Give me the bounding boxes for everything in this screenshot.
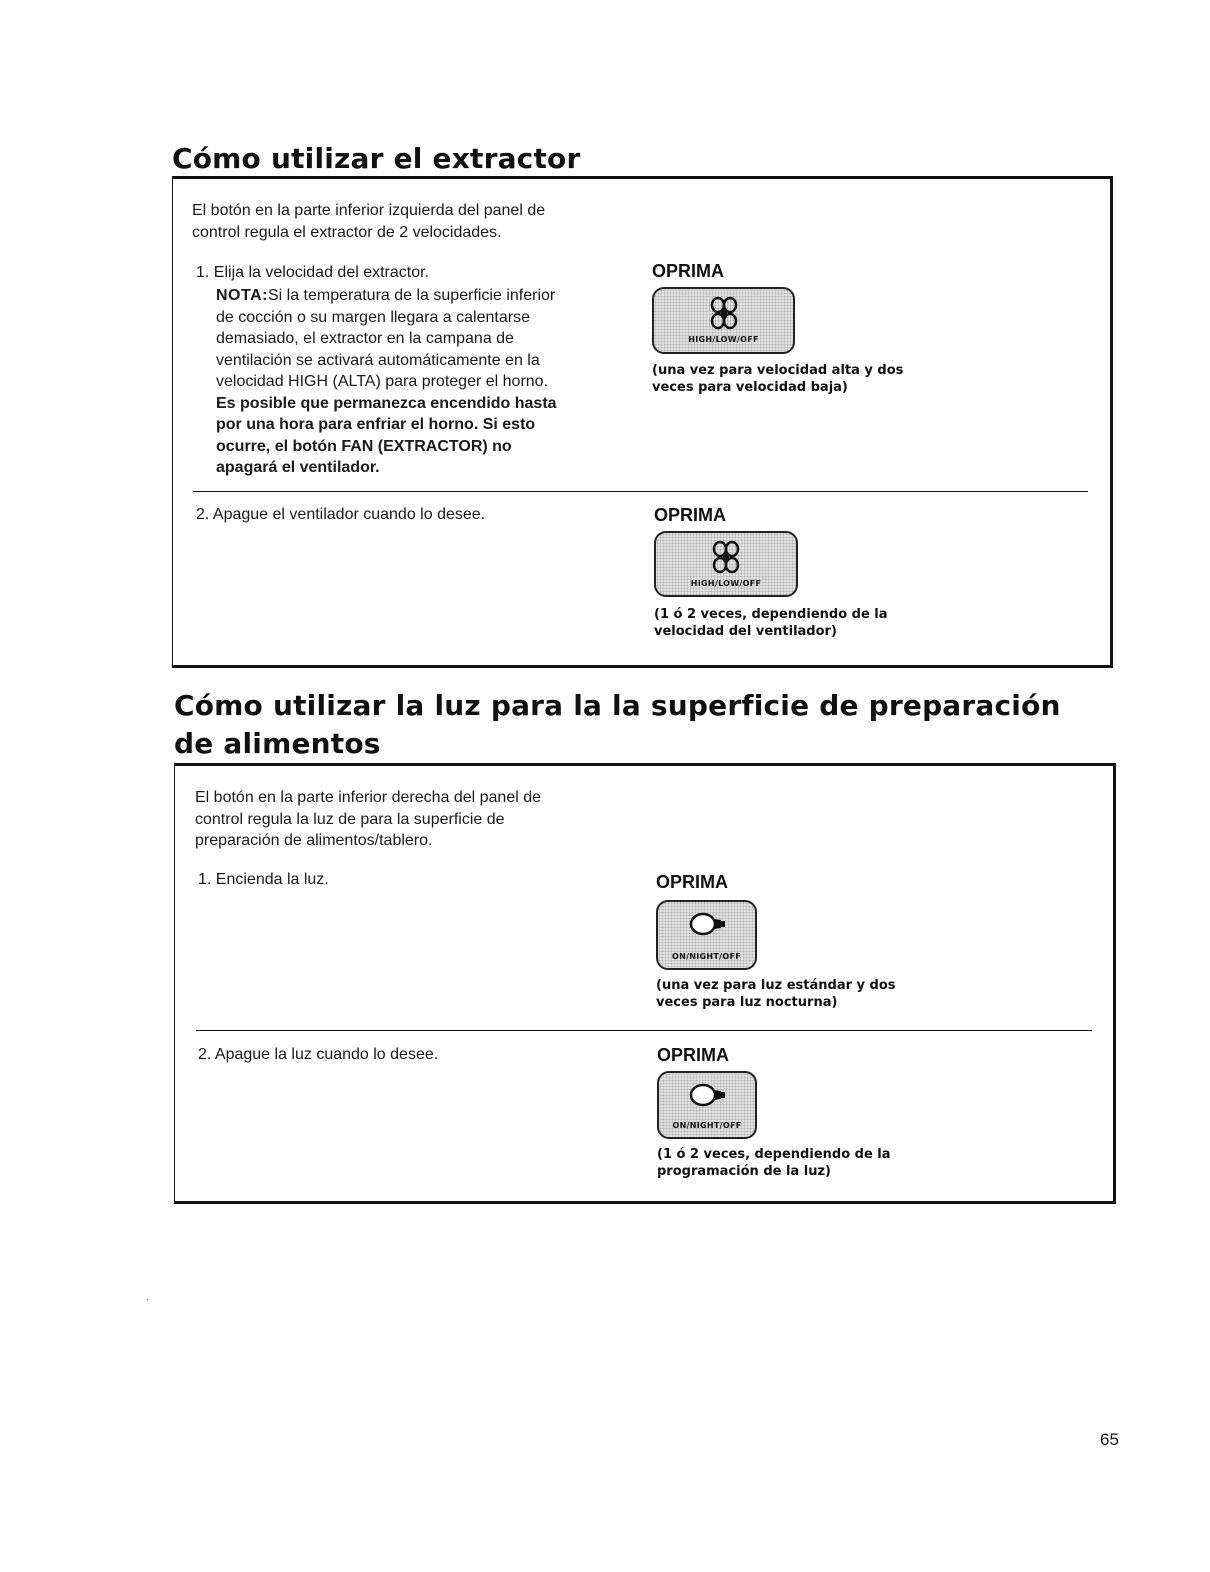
fan-high-low-off-button[interactable] xyxy=(654,531,798,597)
light-step-2: 2. Apague la luz cuando lo desee. xyxy=(198,1046,439,1063)
extractor-intro: El botón en la parte inferior izquierda del panel de control regula el extractor de 2 velocidades. xyxy=(192,202,546,241)
fan-icon xyxy=(708,539,744,575)
press-instructions: (1 ó 2 veces, dependiendo de la programación de la luz) xyxy=(657,1147,891,1179)
section-title-food-prep-light: Cómo utilizar la luz para la la superficie de preparación de alimentos xyxy=(174,689,1061,760)
oprima-label: OPRIMA xyxy=(656,872,728,892)
light-intro: El botón en la parte inferior derecha del panel de control regula la luz de para la superficie de preparación de alimentos/tablero. xyxy=(195,789,542,849)
extractor-note: NOTA:Si la temperatura de la superficie inferior de cocción o su margen llegara a calentarse demasiado, el extractor en la campana de ventilación se activará automáticamente en la velocidad HIGH (ALTA) para proteger el horno. Es posible que permanezca encendido hasta por una hora para enfriar el horno. Si esto ocurre, el botón FAN (EXTRACTOR) no apagará el ventilador. xyxy=(216,287,557,476)
fan-high-low-off-button[interactable] xyxy=(652,287,795,354)
press-instructions: (una vez para velocidad alta y dos veces para velocidad baja) xyxy=(652,363,904,395)
oprima-label: OPRIMA xyxy=(657,1045,729,1065)
divider xyxy=(193,491,1088,492)
note-label: NOTA: xyxy=(216,287,268,304)
scan-speck xyxy=(147,1299,148,1300)
button-label: ON/NIGHT/OFF xyxy=(672,1121,742,1130)
press-instructions: (1 ó 2 veces, dependiendo de la velocidad del ventilador) xyxy=(654,607,888,639)
button-label: HIGH/LOW/OFF xyxy=(688,335,759,344)
divider xyxy=(196,1030,1092,1031)
section-title-extractor: Cómo utilizar el extractor xyxy=(172,142,581,175)
light-on-night-off-button[interactable] xyxy=(657,1071,757,1139)
light-bulb-icon xyxy=(685,1081,729,1109)
light-on-night-off-button[interactable] xyxy=(656,900,757,970)
press-instructions: (una vez para luz estándar y dos veces para luz nocturna) xyxy=(656,978,896,1010)
fan-icon xyxy=(706,295,742,331)
page-number: 65 xyxy=(1100,1430,1119,1449)
button-label: HIGH/LOW/OFF xyxy=(690,579,762,588)
button-label: ON/NIGHT/OFF xyxy=(671,952,742,961)
extractor-step-1: 1. Elija la velocidad del extractor. xyxy=(196,264,430,281)
oprima-label: OPRIMA xyxy=(654,505,726,525)
light-step-1: 1. Encienda la luz. xyxy=(198,871,329,888)
light-bulb-icon xyxy=(685,910,729,938)
extractor-step-2: 2. Apague el ventilador cuando lo desee. xyxy=(196,506,486,523)
oprima-label: OPRIMA xyxy=(652,261,724,281)
